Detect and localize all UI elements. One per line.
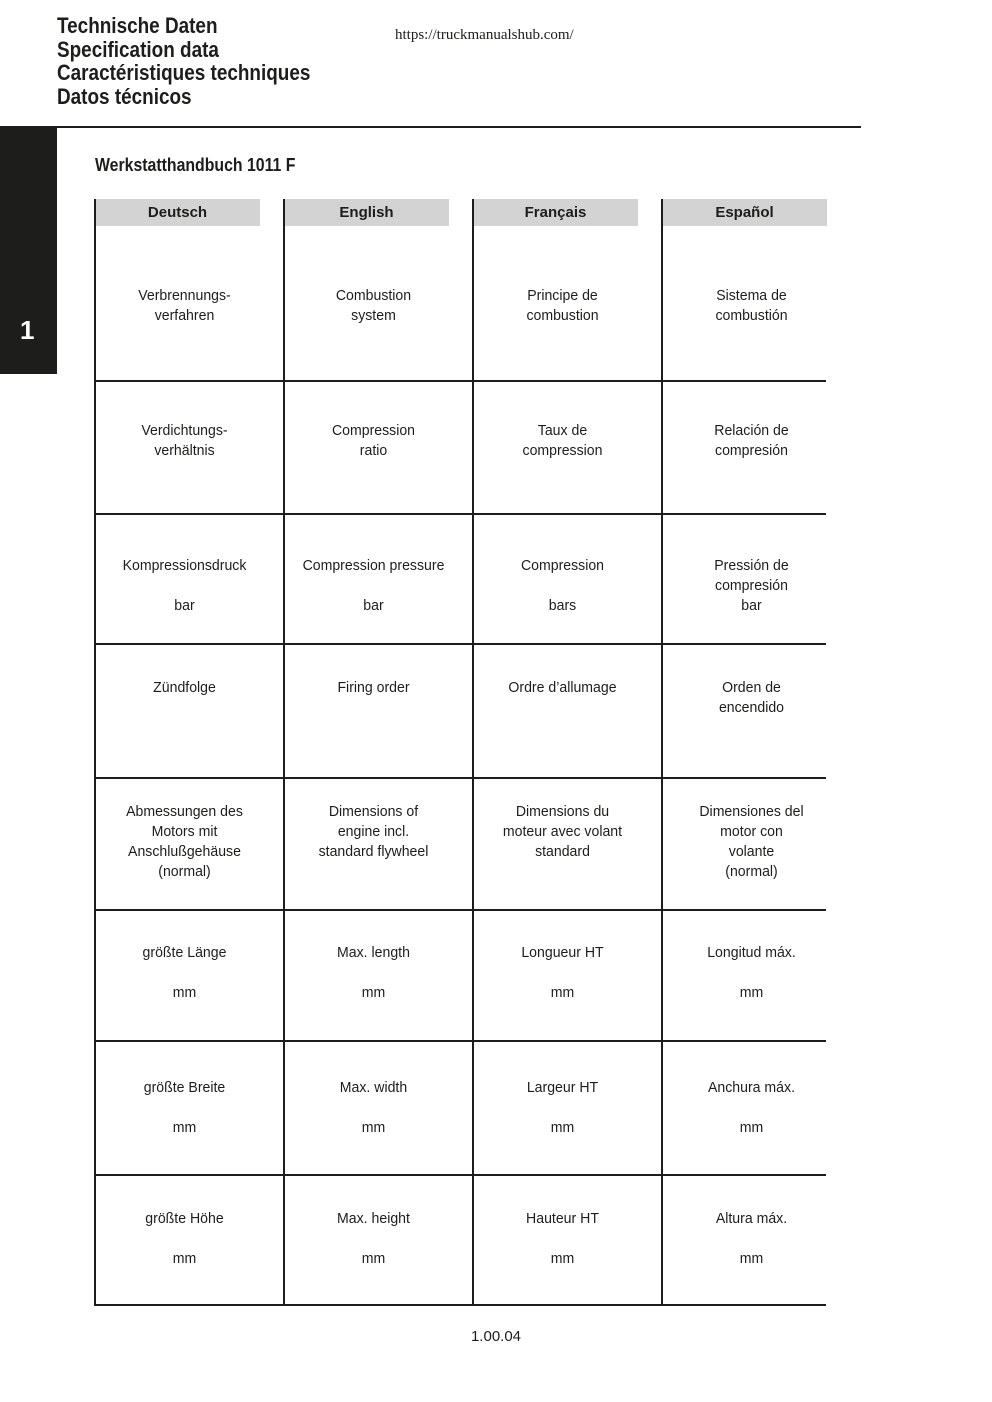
row-divider	[94, 1304, 826, 1306]
table-cell-en: Dimensions of engine incl. standard flywheel	[318, 803, 429, 860]
table-cell-es: Pressión de compresión bar	[714, 557, 789, 614]
table-cell-en: Compression pressure bar	[302, 557, 445, 614]
header-divider	[0, 126, 861, 128]
table-cell-es: Altura máx. mm	[715, 1210, 788, 1267]
table-cell-en: Compression ratio	[331, 422, 416, 459]
table-cell-es: Relación de compresión	[714, 422, 789, 459]
row-divider	[94, 380, 826, 382]
table-cell-es: Anchura máx. mm	[707, 1079, 795, 1136]
table-cell-en: Max. length mm	[337, 944, 410, 1001]
table-cell-en: Firing order	[337, 679, 410, 696]
table-cell-fr: Principe de combustion	[526, 287, 599, 324]
row-divider	[94, 513, 826, 515]
row-divider	[94, 643, 826, 645]
table-cell-de: größte Breite mm	[143, 1079, 226, 1136]
column-header-espanol: Español	[662, 199, 827, 226]
table-cell-de: Verdichtungs- verhältnis	[141, 422, 228, 459]
table-cell-es: Dimensiones del motor con volante (normal)	[699, 803, 804, 880]
row-divider	[94, 1040, 826, 1042]
page-number: 1.00.04	[470, 1328, 522, 1345]
source-url: https://truckmanualshub.com/	[395, 27, 574, 43]
table-cell-en: Max. width mm	[339, 1079, 408, 1136]
title-line-en: Specification data	[57, 36, 219, 62]
table-cell-de: Abmessungen des Motors mit Anschlußgehäuse (normal)	[126, 803, 243, 880]
manual-title: Werkstatthandbuch 1011 F	[95, 155, 296, 175]
table-cell-de: größte Höhe mm	[145, 1210, 224, 1267]
table-cell-es: Longitud máx. mm	[707, 944, 796, 1001]
row-divider	[94, 777, 826, 779]
title-line-es: Datos técnicos	[57, 83, 192, 109]
table-cell-fr: Dimensions du moteur avec volant standard	[502, 803, 623, 860]
column-divider	[472, 199, 474, 1306]
column-divider	[283, 199, 285, 1306]
table-cell-fr: Largeur HT mm	[526, 1079, 599, 1136]
table-cell-es: Orden de encendido	[718, 679, 785, 716]
table-cell-en: Combustion system	[335, 287, 412, 324]
column-divider	[661, 199, 663, 1306]
row-divider	[94, 909, 826, 911]
column-header-english: English	[284, 199, 449, 226]
section-title	[57, 14, 352, 108]
title-line-fr: Caractéristiques techniques	[57, 60, 311, 85]
column-divider	[94, 199, 96, 1306]
table-cell-de: Verbrennungs- verfahren	[138, 287, 231, 324]
column-header-francais: Français	[473, 199, 638, 226]
table-cell-fr: Compression bars	[520, 557, 605, 614]
chapter-number: 1	[20, 315, 35, 345]
table-cell-en: Max. height mm	[337, 1210, 410, 1267]
title-line-de: Technische Daten	[57, 13, 218, 38]
column-header-deutsch: Deutsch	[95, 199, 260, 226]
table-cell-fr: Hauteur HT mm	[526, 1210, 599, 1267]
table-cell-de: Kompressionsdruck bar	[122, 557, 247, 614]
table-cell-de: Zündfolge	[153, 679, 216, 696]
table-cell-es: Sistema de combustión	[715, 287, 788, 324]
row-divider	[94, 1174, 826, 1176]
table-cell-fr: Ordre d’allumage	[508, 679, 617, 696]
table-cell-fr: Longueur HT mm	[521, 944, 604, 1001]
table-cell-de: größte Länge mm	[142, 944, 227, 1001]
table-cell-fr: Taux de compression	[522, 422, 603, 459]
